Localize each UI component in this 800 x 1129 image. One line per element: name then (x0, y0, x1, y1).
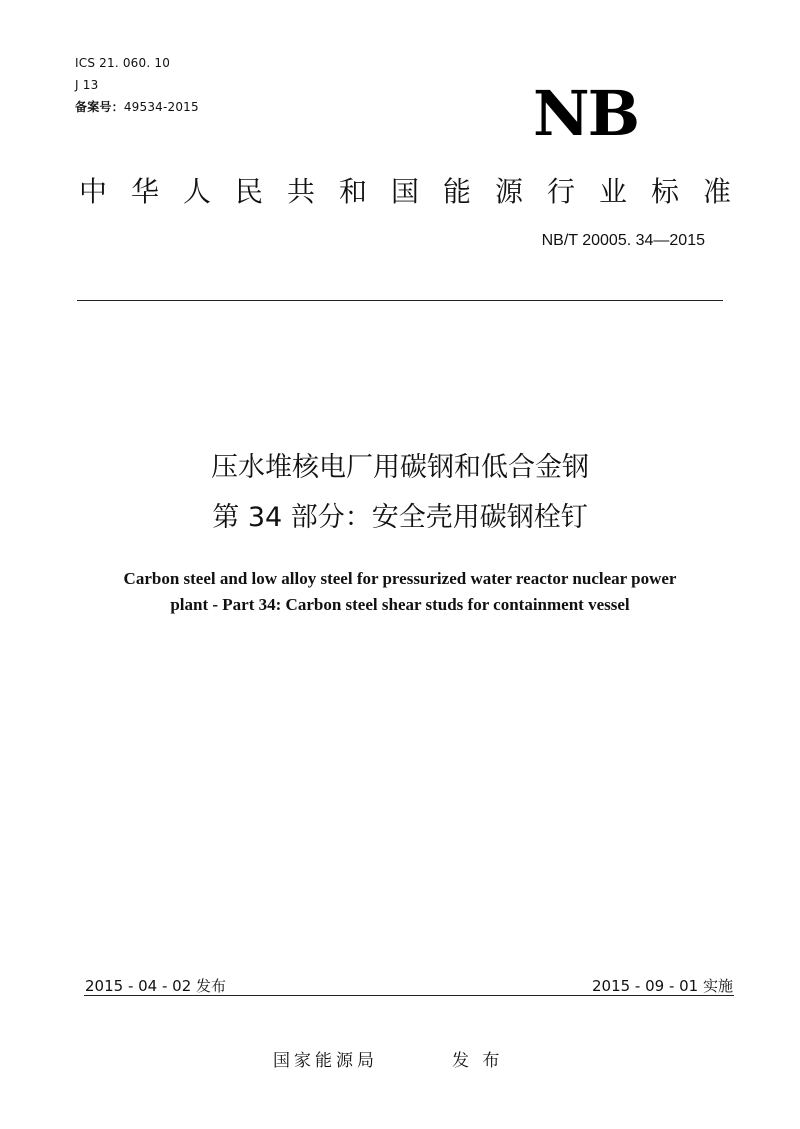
org-char: 中 (78, 175, 107, 208)
org-char: 人 (182, 175, 211, 208)
header-divider (77, 300, 723, 301)
title-en-line1: Carbon steel and low alloy steel for pressurized water reactor nuclear power (123, 569, 677, 588)
org-char: 业 (598, 175, 627, 208)
org-char: 准 (702, 175, 731, 208)
publisher-action: 发 布 (452, 1051, 504, 1071)
standard-number: NB/T 20005. 34—2015 (541, 232, 705, 249)
nb-logo: NB (533, 77, 639, 150)
footer-divider (84, 995, 734, 996)
filing-number: 49534-2015 (123, 100, 199, 114)
title-cn-line1: 压水堆核电厂用碳钢和低合金钢 (211, 452, 589, 483)
title-cn-line2: 第 34 部分：安全壳用碳钢栓钉 (212, 502, 588, 533)
org-char: 和 (338, 175, 367, 208)
issue-date: 2015 - 04 - 02 发布 (85, 977, 227, 995)
filing-label: 备案号： (75, 100, 124, 114)
title-en-line2: plant - Part 34: Carbon steel shear studs for containment vessel (170, 595, 630, 614)
ccs-code: J 13 (75, 78, 99, 92)
implementation-date: 2015 - 09 - 01 实施 (591, 977, 733, 995)
org-char: 华 (130, 175, 159, 208)
publisher-name: 国家能源局 (273, 1051, 378, 1071)
org-char: 能 (442, 175, 471, 208)
ics-code: ICS 21. 060. 10 (75, 56, 171, 70)
org-char: 源 (494, 175, 523, 208)
filing-record (75, 100, 199, 114)
org-char: 行 (546, 175, 575, 208)
issuing-organization (75, 172, 735, 212)
org-char: 民 (234, 175, 263, 208)
org-char: 共 (286, 175, 315, 208)
org-char: 标 (650, 175, 679, 208)
org-char: 国 (390, 175, 419, 208)
